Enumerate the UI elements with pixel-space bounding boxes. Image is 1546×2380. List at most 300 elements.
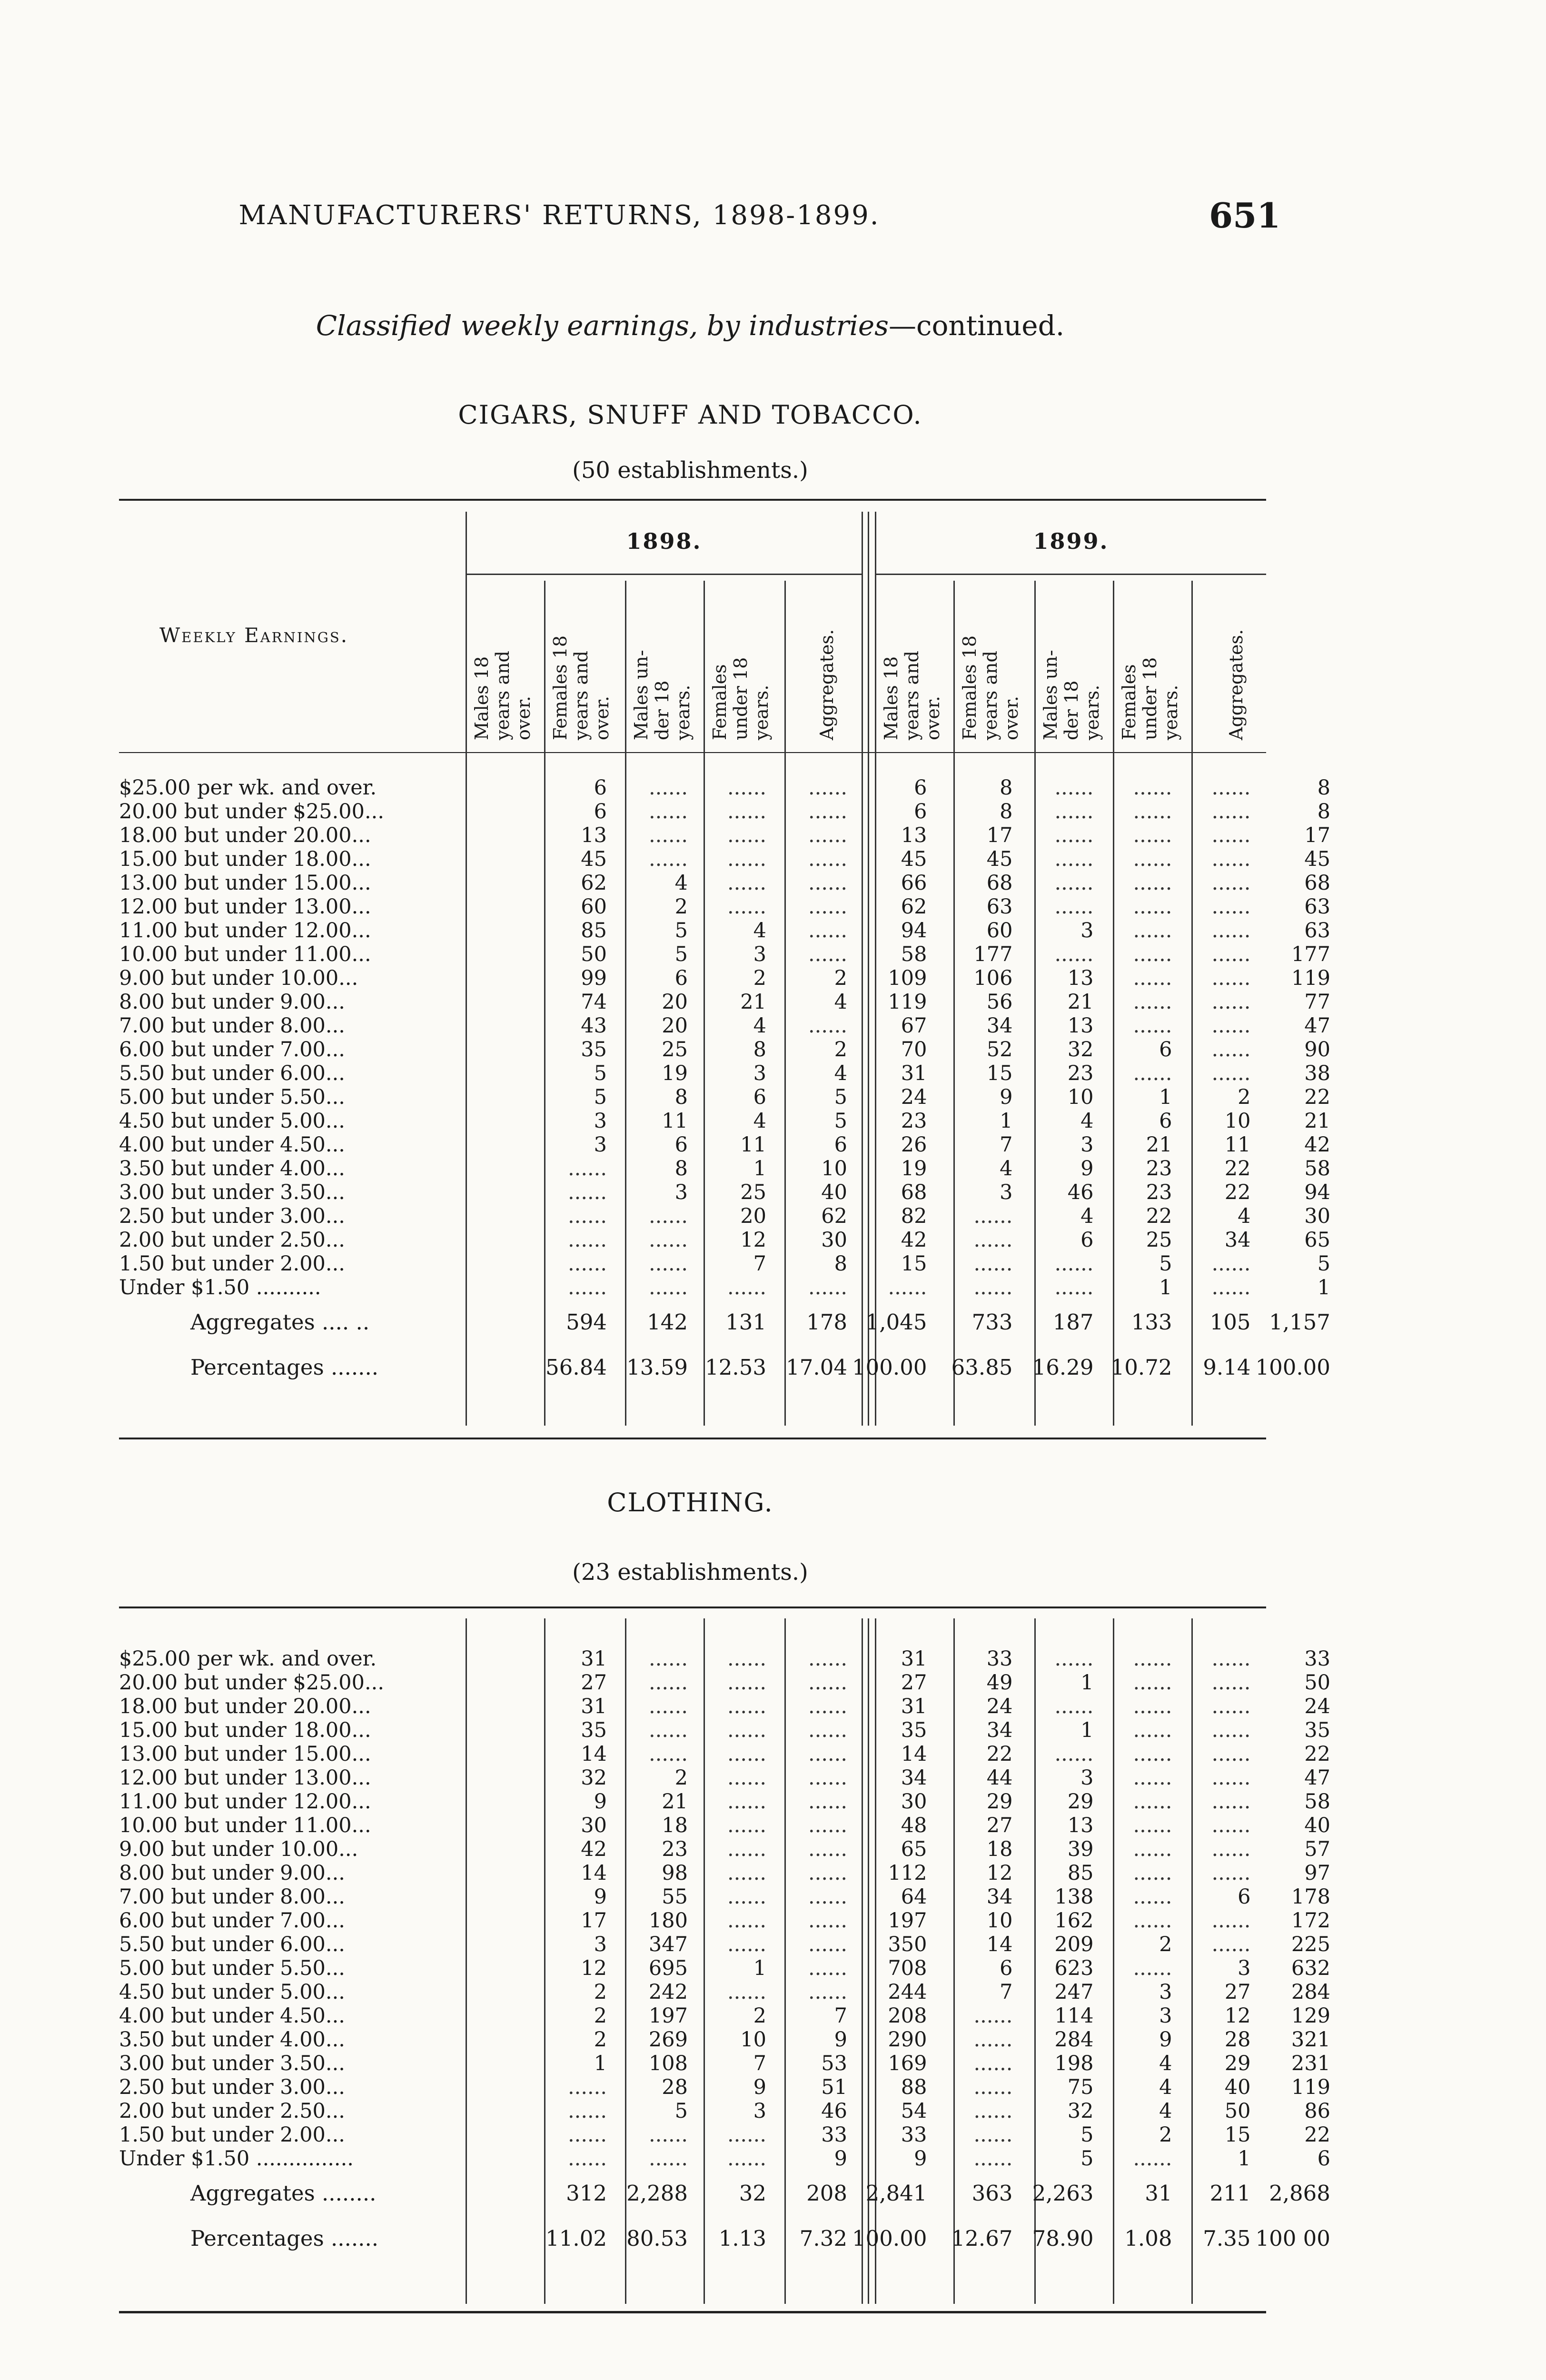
table-cell: ...... — [808, 823, 847, 847]
row-label: 3.50 but under 4.00... — [119, 2028, 345, 2052]
table-cell: 17 — [986, 823, 1013, 847]
table-cell: ...... — [973, 1276, 1013, 1299]
table-cell: 2 — [753, 966, 766, 990]
table-row — [119, 942, 1335, 966]
table-cell: ...... — [1133, 1695, 1172, 1718]
year-gap — [932, 2099, 939, 2123]
table-cell: 6 — [1000, 1956, 1013, 1980]
table-row — [119, 2147, 1335, 2171]
table-cell: 22 — [1224, 1157, 1251, 1180]
table-cell: 1 — [1000, 1109, 1013, 1133]
row-label: 4.00 but under 4.50... — [119, 2004, 345, 2028]
table-cell: 11 — [1224, 1133, 1251, 1157]
table-cell: 20 — [662, 990, 688, 1014]
table-row — [119, 1671, 1335, 1695]
table-cell: 13 — [581, 823, 607, 847]
table-top-rule — [119, 499, 1266, 501]
table-cell: 33 — [986, 1647, 1013, 1671]
row-label: 5.00 but under 5.50... — [119, 1085, 345, 1109]
table-cell: ...... — [727, 800, 766, 823]
table-cell: 105 — [1209, 1309, 1251, 1335]
table-cell: 9 — [914, 2147, 927, 2171]
table-cell: 2 — [594, 2004, 607, 2028]
table-cell: 25 — [740, 1180, 766, 1204]
table-cell: 7 — [1000, 1980, 1013, 2004]
table-cell: ...... — [727, 1695, 766, 1718]
table-cell: ...... — [648, 1204, 688, 1228]
table-cell: 9 — [1159, 2028, 1172, 2052]
table-cell: 198 — [1054, 2052, 1094, 2075]
row-label: 9.00 but under 10.00... — [119, 966, 358, 990]
year-gap — [932, 1109, 939, 1133]
table-cell: ...... — [1133, 966, 1172, 990]
table-cell: 31 — [581, 1695, 607, 1718]
table-cell: 8 — [1000, 800, 1013, 823]
table-cell: 2 — [834, 966, 847, 990]
table-row — [119, 2004, 1335, 2028]
table-cell: 2 — [753, 2004, 766, 2028]
table-cell: 47 — [1304, 1766, 1330, 1790]
table-cell: 11.02 — [545, 2225, 607, 2251]
year-gap — [932, 1790, 939, 1814]
year-gap — [932, 1228, 939, 1252]
table-cell: 5 — [1317, 1252, 1330, 1276]
table-cell: 9.14 — [1203, 1354, 1251, 1380]
row-label: 8.00 but under 9.00... — [119, 990, 345, 1014]
table-cell: 5 — [834, 1109, 847, 1133]
clothing-earnings-table — [119, 1647, 1335, 2261]
table-row — [119, 990, 1335, 1014]
table-cell: 6 — [914, 776, 927, 800]
table-cell: 2 — [1159, 2123, 1172, 2147]
row-label: 1.50 but under 2.00... — [119, 1252, 345, 1276]
table-cell: 142 — [647, 1309, 688, 1335]
table-cell: 4 — [1159, 2052, 1172, 2075]
table-cell: 5 — [834, 1085, 847, 1109]
table-cell: 3 — [594, 1109, 607, 1133]
section-title-clothing: CLOTHING. — [607, 1488, 773, 1517]
table-cell: 14 — [986, 1933, 1013, 1956]
table-cell: 34 — [986, 1718, 1013, 1742]
table-cell: 109 — [888, 966, 927, 990]
table-cell: 6 — [594, 776, 607, 800]
table-cell: ...... — [1211, 1766, 1251, 1790]
table-bottom-rule — [119, 2311, 1266, 2313]
table-cell: ...... — [973, 1204, 1013, 1228]
table-cell: ...... — [1211, 847, 1251, 871]
table-cell: ...... — [567, 1157, 607, 1180]
table-cell: 62 — [821, 1204, 847, 1228]
table-cell: 23 — [1146, 1180, 1172, 1204]
table-cell: 55 — [662, 1885, 688, 1909]
table-cell: 119 — [1291, 2075, 1330, 2099]
table-cell: 2 — [674, 1766, 688, 1790]
table-cell: ...... — [1211, 966, 1251, 990]
table-cell: 197 — [888, 1909, 927, 1933]
table-cell: ...... — [1211, 823, 1251, 847]
table-cell: ...... — [727, 1276, 766, 1299]
year-gap — [932, 2004, 939, 2028]
row-label: 2.50 but under 3.00... — [119, 1204, 345, 1228]
table-cell: 106 — [973, 966, 1013, 990]
year-gap — [932, 942, 939, 966]
table-cell: 284 — [1291, 1980, 1330, 2004]
table-cell: 2 — [834, 1038, 847, 1061]
row-label: 2.50 but under 3.00... — [119, 2075, 345, 2099]
table-cell: ...... — [1211, 1252, 1251, 1276]
table-cell: 47 — [1304, 1014, 1330, 1038]
table-cell: ...... — [808, 1885, 847, 1909]
row-label: Under $1.50 .......... — [119, 1276, 321, 1299]
table-cell: 94 — [901, 919, 927, 942]
table-cell: ...... — [1133, 2147, 1172, 2171]
table-row — [119, 966, 1335, 990]
table-row — [119, 2028, 1335, 2052]
table-cell: 244 — [888, 1980, 927, 2004]
table-cell: 40 — [1304, 1814, 1330, 1837]
table-cell: 34 — [901, 1766, 927, 1790]
table-cell: 56.84 — [545, 1354, 607, 1380]
table-cell: 8 — [674, 1157, 688, 1180]
table-cell: 29 — [1067, 1790, 1094, 1814]
table-cell: ...... — [808, 1933, 847, 1956]
table-cell: 18 — [662, 1814, 688, 1837]
table-cell: 6 — [834, 1133, 847, 1157]
table-cell: ...... — [808, 1909, 847, 1933]
table-cell: 42 — [1304, 1133, 1330, 1157]
table-cell: ...... — [1133, 1061, 1172, 1085]
table-cell: 6 — [1238, 1885, 1251, 1909]
table-cell: ...... — [1211, 1814, 1251, 1837]
row-label: 2.00 but under 2.50... — [119, 1228, 345, 1252]
table-cell: 35 — [901, 1718, 927, 1742]
table-cell: 108 — [648, 2052, 688, 2075]
table-cell: ...... — [648, 1718, 688, 1742]
year-gap — [932, 1038, 939, 1061]
section-title-cigars: CIGARS, SNUFF AND TOBACCO. — [458, 400, 922, 430]
table-cell: 178 — [1291, 1885, 1330, 1909]
year-gap — [932, 1276, 939, 1299]
table-cell: ...... — [1133, 1671, 1172, 1695]
table-cell: 12.67 — [951, 2225, 1013, 2251]
table-row — [119, 1885, 1335, 1909]
table-cell: 12 — [740, 1228, 766, 1252]
table-cell: ...... — [648, 2147, 688, 2171]
table-cell: ...... — [1133, 942, 1172, 966]
table-row — [119, 1790, 1335, 1814]
table-cell: 58 — [1304, 1790, 1330, 1814]
table-cell: 12 — [581, 1956, 607, 1980]
table-cell: ...... — [808, 1742, 847, 1766]
table-row — [119, 1014, 1335, 1038]
table-cell: 63 — [1304, 919, 1330, 942]
table-cell: 112 — [888, 1861, 927, 1885]
table-cell: 1 — [753, 1956, 766, 1980]
table-cell: 347 — [648, 1933, 688, 1956]
table-row — [119, 823, 1335, 847]
percentages-row — [119, 2216, 1335, 2261]
table-cell: ...... — [1133, 1766, 1172, 1790]
year-gap — [932, 1204, 939, 1228]
year-gap — [932, 990, 939, 1014]
col-head-aggregates-1899: Aggregates. — [1226, 629, 1247, 740]
table-cell: ...... — [973, 1252, 1013, 1276]
table-row — [119, 1157, 1335, 1180]
table-cell: 11 — [662, 1109, 688, 1133]
table-cell: 16.29 — [1032, 1354, 1094, 1380]
table-cell: 19 — [662, 1061, 688, 1085]
table-row — [119, 1814, 1335, 1837]
table-cell: 6 — [674, 1133, 688, 1157]
table-cell: 78.90 — [1032, 2225, 1094, 2251]
table-cell: 4 — [753, 919, 766, 942]
table-cell: 85 — [1067, 1861, 1094, 1885]
table-cell: 3 — [753, 2099, 766, 2123]
table-cell: 197 — [648, 2004, 688, 2028]
table-cell: ...... — [648, 847, 688, 871]
table-cell: 8 — [674, 1085, 688, 1109]
table-cell: 44 — [986, 1766, 1013, 1790]
year-gap — [932, 1933, 939, 1956]
table-cell: ...... — [1211, 942, 1251, 966]
table-cell: ...... — [1133, 776, 1172, 800]
table-cell: 4 — [753, 1109, 766, 1133]
year-gap — [932, 1671, 939, 1695]
table-cell: 7 — [834, 2004, 847, 2028]
year-1898-header: 1898. — [626, 528, 702, 554]
table-cell: ...... — [973, 2123, 1013, 2147]
table-row — [119, 1085, 1335, 1109]
table-cell: ...... — [973, 2147, 1013, 2171]
table-cell: 5 — [674, 919, 688, 942]
table-cell: 6 — [1080, 1228, 1094, 1252]
table-cell: ...... — [648, 800, 688, 823]
page-number: 651 — [1209, 195, 1281, 236]
table-cell: ...... — [1133, 1814, 1172, 1837]
table-cell: 24 — [901, 1085, 927, 1109]
table-cell: ...... — [1133, 1014, 1172, 1038]
table-cell: ...... — [1211, 800, 1251, 823]
table-cell: 138 — [1054, 1885, 1094, 1909]
table-cell: 6 — [753, 1085, 766, 1109]
table-cell: 62 — [581, 871, 607, 895]
table-cell: ...... — [1133, 1790, 1172, 1814]
table-row — [119, 895, 1335, 919]
year-gap — [932, 1157, 939, 1180]
table-cell: ...... — [648, 1647, 688, 1671]
table-cell: 162 — [1054, 1909, 1094, 1933]
year-gap — [932, 1956, 939, 1980]
row-label: 13.00 but under 15.00... — [119, 1742, 371, 1766]
table-cell: 45 — [986, 847, 1013, 871]
table-cell: ...... — [567, 2075, 607, 2099]
table-cell: 34 — [986, 1014, 1013, 1038]
table-cell: 31 — [901, 1061, 927, 1085]
year-gap — [932, 2075, 939, 2099]
row-label: 6.00 but under 7.00... — [119, 1909, 345, 1933]
table-cell: 57 — [1304, 1837, 1330, 1861]
year-gap — [932, 1133, 939, 1157]
table-cell: ...... — [648, 823, 688, 847]
table-cell: 42 — [581, 1837, 607, 1861]
row-label: 5.50 but under 6.00... — [119, 1933, 345, 1956]
table-cell: 363 — [971, 2180, 1013, 2206]
table-cell: ...... — [1054, 1695, 1094, 1718]
table-cell: 45 — [581, 847, 607, 871]
table-cell: ...... — [1054, 871, 1094, 895]
table-cell: 13 — [1067, 966, 1094, 990]
table-cell: ...... — [1054, 847, 1094, 871]
table-cell: 23 — [1067, 1061, 1094, 1085]
row-label: 11.00 but under 12.00... — [119, 1790, 371, 1814]
table-cell: 31 — [901, 1647, 927, 1671]
year-gap — [932, 1837, 939, 1861]
table-cell: 2 — [1238, 1085, 1251, 1109]
table-cell: 623 — [1054, 1956, 1094, 1980]
table-cell: 63 — [986, 895, 1013, 919]
year-1899-rule — [876, 574, 1266, 575]
year-gap — [932, 1861, 939, 1885]
row-label: 3.00 but under 3.50... — [119, 2052, 345, 2075]
table-cell: ...... — [1211, 1861, 1251, 1885]
table-cell: 33 — [821, 2123, 847, 2147]
table-cell: 86 — [1304, 2099, 1330, 2123]
table-cell: 1 — [1080, 1671, 1094, 1695]
table-cell: 50 — [581, 942, 607, 966]
table-cell: 21 — [1146, 1133, 1172, 1157]
table-cell: 49 — [986, 1671, 1013, 1695]
table-cell: ...... — [648, 1228, 688, 1252]
table-cell: ...... — [1211, 1790, 1251, 1814]
table-cell: ...... — [1133, 823, 1172, 847]
table-cell: ...... — [973, 2004, 1013, 2028]
row-label: $25.00 per wk. and over. — [119, 776, 377, 800]
table-cell: 10.72 — [1110, 1354, 1172, 1380]
table-cell: ...... — [1054, 776, 1094, 800]
year-gap — [932, 1180, 939, 1204]
table-cell: 119 — [888, 990, 927, 1014]
table-cell: ...... — [648, 1671, 688, 1695]
table-cell: 9 — [834, 2147, 847, 2171]
table-cell: 6 — [914, 800, 927, 823]
year-gap — [932, 1014, 939, 1038]
col-head-males-under-18-1899: Males un- der 18 years. — [1040, 650, 1103, 740]
table-cell: 8 — [834, 1252, 847, 1276]
year-gap — [932, 1299, 939, 1345]
row-label: 8.00 but under 9.00... — [119, 1861, 345, 1885]
year-gap — [932, 2216, 939, 2261]
table-cell: 3 — [674, 1180, 688, 1204]
table-cell: 2 — [594, 2028, 607, 2052]
page-subtitle — [0, 309, 1380, 342]
table-cell: ...... — [1211, 1061, 1251, 1085]
table-cell: 7.32 — [799, 2225, 847, 2251]
table-cell: 3 — [753, 1061, 766, 1085]
table-cell: ...... — [808, 1671, 847, 1695]
table-cell: 100.00 — [852, 1354, 927, 1380]
table-cell: 19 — [901, 1157, 927, 1180]
table-cell: 225 — [1291, 1933, 1330, 1956]
year-1899-header: 1899. — [1033, 528, 1109, 554]
table-cell: 67 — [901, 1014, 927, 1038]
table-cell: 5 — [674, 942, 688, 966]
table-cell: 208 — [888, 2004, 927, 2028]
table-cell: 22 — [1146, 1204, 1172, 1228]
row-label: $25.00 per wk. and over. — [119, 1647, 377, 1671]
table-cell: ...... — [808, 1861, 847, 1885]
table-cell: 1.08 — [1124, 2225, 1172, 2251]
table-row — [119, 1252, 1335, 1276]
table-cell: 46 — [1067, 1180, 1094, 1204]
table-cell: ...... — [727, 776, 766, 800]
table-cell: 90 — [1304, 1038, 1330, 1061]
table-cell: ...... — [1211, 776, 1251, 800]
year-gap — [932, 1647, 939, 1671]
weekly-earnings-header: Weekly Earnings. — [159, 624, 349, 647]
table-cell: ...... — [567, 2147, 607, 2171]
table-cell: 85 — [581, 919, 607, 942]
row-label: 12.00 but under 13.00... — [119, 1766, 371, 1790]
table-cell: 22 — [1304, 2123, 1330, 2147]
table-cell: 60 — [581, 895, 607, 919]
table-cell: ...... — [567, 1252, 607, 1276]
table-cell: 10 — [1224, 1109, 1251, 1133]
table-cell: ...... — [648, 776, 688, 800]
table-cell: 80.53 — [626, 2225, 688, 2251]
table-row — [119, 1133, 1335, 1157]
table-cell: ...... — [808, 1695, 847, 1718]
table-row — [119, 1061, 1335, 1085]
table-cell: 25 — [662, 1038, 688, 1061]
row-label: 18.00 but under 20.00... — [119, 823, 371, 847]
table-row — [119, 1038, 1335, 1061]
table-cell: 56 — [986, 990, 1013, 1014]
table-cell: ...... — [727, 1718, 766, 1742]
table-cell: 23 — [901, 1109, 927, 1133]
year-gap — [932, 2171, 939, 2216]
table-cell: ...... — [973, 2052, 1013, 2075]
table-cell: 51 — [821, 2075, 847, 2099]
table-cell: 4 — [1159, 2099, 1172, 2123]
row-label: 4.50 but under 5.00... — [119, 1980, 345, 2004]
table-cell: 1 — [1159, 1276, 1172, 1299]
table-cell: ...... — [1211, 1038, 1251, 1061]
table-cell: 7 — [753, 2052, 766, 2075]
table-row — [119, 800, 1335, 823]
table-cell: 12 — [986, 1861, 1013, 1885]
row-label: Percentages ....... — [190, 2225, 379, 2251]
table-bottom-rule — [119, 1438, 1266, 1439]
table-row — [119, 1909, 1335, 1933]
table-cell: 14 — [581, 1742, 607, 1766]
table-cell: ...... — [1133, 1837, 1172, 1861]
row-label: 4.00 but under 4.50... — [119, 1133, 345, 1157]
year-gap — [932, 1980, 939, 2004]
table-row — [119, 2075, 1335, 2099]
table-cell: 46 — [821, 2099, 847, 2123]
table-cell: 29 — [1224, 2052, 1251, 2075]
table-cell: ...... — [973, 2099, 1013, 2123]
table-row — [119, 1742, 1335, 1766]
table-cell: ...... — [973, 2075, 1013, 2099]
table-cell: 13 — [1067, 1014, 1094, 1038]
table-cell: ...... — [1133, 919, 1172, 942]
row-label: Aggregates .... .. — [190, 1309, 370, 1335]
row-label: Under $1.50 ............... — [119, 2147, 354, 2171]
table-cell: ...... — [1211, 1837, 1251, 1861]
col-head-females-under-18-1899: Females under 18 years. — [1119, 657, 1181, 740]
table-cell: 33 — [1304, 1647, 1330, 1671]
